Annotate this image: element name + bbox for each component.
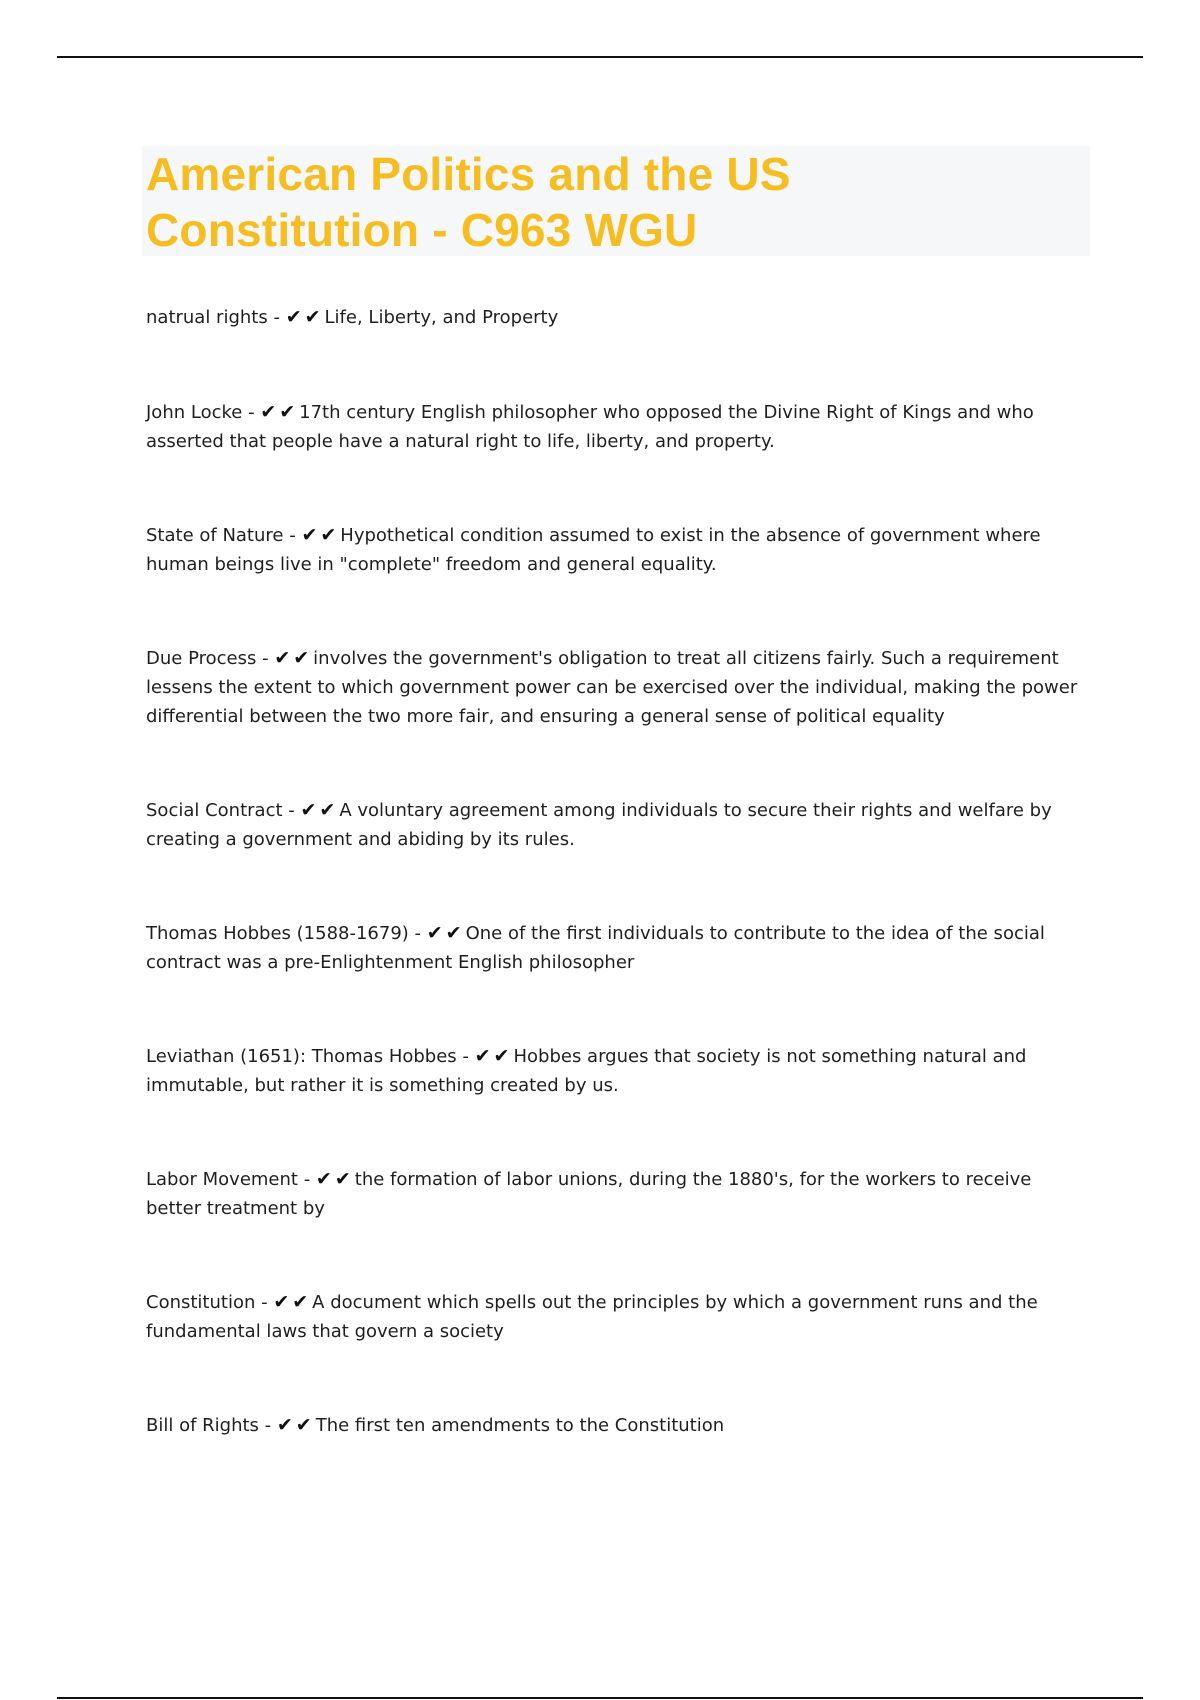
list-item bbox=[146, 303, 1086, 332]
term: Leviathan (1651): Thomas Hobbes bbox=[146, 1046, 457, 1067]
term: John Locke bbox=[146, 402, 243, 423]
list-item bbox=[146, 1411, 1086, 1440]
separator: - bbox=[267, 307, 286, 328]
list-item bbox=[146, 796, 1086, 854]
term: Thomas Hobbes (1588-1679) bbox=[146, 923, 409, 944]
separator: - bbox=[256, 648, 275, 669]
term: Labor Movement bbox=[146, 1169, 298, 1190]
double-check-icon: ✔✔ bbox=[474, 1045, 513, 1067]
definition: A document which spells out the principles by which a government runs and the fundamental laws that govern a society bbox=[146, 1292, 1038, 1342]
double-check-icon: ✔✔ bbox=[260, 401, 299, 423]
term: Constitution bbox=[146, 1292, 256, 1313]
term: Bill of Rights bbox=[146, 1415, 259, 1436]
separator: - bbox=[258, 1415, 277, 1436]
list-item bbox=[146, 919, 1086, 977]
double-check-icon: ✔✔ bbox=[426, 922, 465, 944]
separator: - bbox=[282, 800, 301, 821]
double-check-icon: ✔✔ bbox=[300, 799, 339, 821]
double-check-icon: ✔✔ bbox=[301, 524, 340, 546]
separator: - bbox=[242, 402, 261, 423]
definition: One of the first individuals to contribute to the idea of the social contract was a pre-Enlightenment English philosopher bbox=[146, 923, 1045, 973]
term: Social Contract bbox=[146, 800, 283, 821]
definition: involves the government's obligation to treat all citizens fairly. Such a requirement lessens the extent to which government power can be exercised over the individual, making the power differential between the two more fair, and ensuring a general sense of political equality bbox=[146, 648, 1078, 727]
bottom-divider bbox=[57, 1697, 1143, 1699]
definition: Hypothetical condition assumed to exist in the absence of government where human beings live in "complete" freedom and general equality. bbox=[146, 525, 1041, 575]
definition: the formation of labor unions, during the 1880's, for the workers to receive better treatment by bbox=[146, 1169, 1032, 1219]
definition: 17th century English philosopher who opposed the Divine Right of Kings and who asserted that people have a natural right to life, liberty, and property. bbox=[146, 402, 1034, 452]
list-item bbox=[146, 521, 1086, 579]
double-check-icon: ✔✔ bbox=[274, 647, 313, 669]
definition: A voluntary agreement among individuals to secure their rights and welfare by creating a government and abiding by its rules. bbox=[146, 800, 1052, 850]
term: natrual rights bbox=[146, 307, 268, 328]
separator: - bbox=[456, 1046, 475, 1067]
definition: Hobbes argues that society is not something natural and immutable, but rather it is something created by us. bbox=[146, 1046, 1027, 1096]
separator: - bbox=[283, 525, 302, 546]
list-item bbox=[146, 1288, 1086, 1346]
top-divider bbox=[57, 56, 1143, 58]
separator: - bbox=[408, 923, 427, 944]
list-item bbox=[146, 644, 1086, 731]
term: Due Process bbox=[146, 648, 257, 669]
separator: - bbox=[297, 1169, 316, 1190]
document-title: American Politics and the US Constitution - C963 WGU bbox=[146, 148, 791, 256]
double-check-icon: ✔✔ bbox=[285, 306, 324, 328]
list-item bbox=[146, 398, 1086, 456]
double-check-icon: ✔✔ bbox=[315, 1168, 354, 1190]
double-check-icon: ✔✔ bbox=[276, 1414, 315, 1436]
list-item bbox=[146, 1042, 1086, 1100]
definition: Life, Liberty, and Property bbox=[324, 307, 559, 328]
double-check-icon: ✔✔ bbox=[273, 1291, 312, 1313]
list-item bbox=[146, 1165, 1086, 1223]
term: State of Nature bbox=[146, 525, 284, 546]
definition: The first ten amendments to the Constitution bbox=[315, 1415, 725, 1436]
separator: - bbox=[255, 1292, 274, 1313]
